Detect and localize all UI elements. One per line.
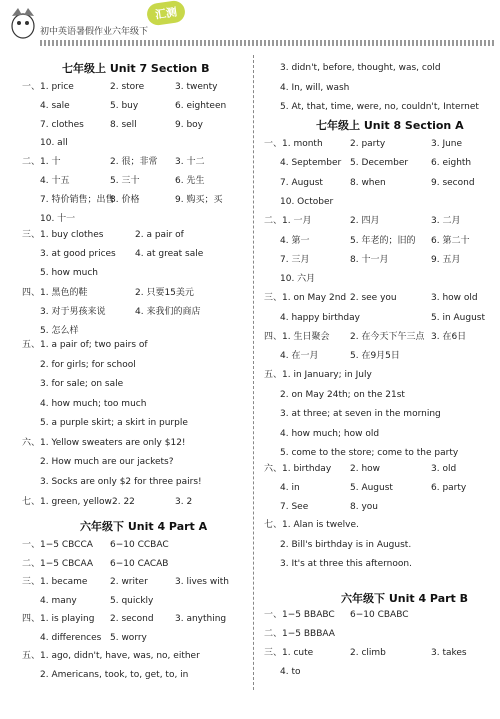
answer-line: 4. differences: [40, 632, 102, 643]
answer-line: 3. June: [431, 139, 463, 149]
answer-line: 4. 在一月: [280, 351, 319, 362]
answer-line: 3. 十二: [175, 157, 205, 168]
answer-line: 9. 购买；买: [175, 194, 223, 205]
answer-line: 3. lives with: [175, 577, 229, 587]
answer-line: 三、1. became: [22, 577, 88, 587]
answer-line: 五、1. in January; in July: [264, 370, 372, 380]
answer-line: 2. party: [350, 139, 386, 149]
answer-line: 五、1. ago, didn't, have, was, no, either: [22, 651, 200, 661]
answer-line: 2. climb: [350, 648, 386, 658]
answer-line: 8. 十一月: [350, 254, 389, 265]
answer-line: 2. a pair of: [135, 230, 184, 240]
answer-line: 6. 第二十: [431, 235, 470, 246]
mascot-icon: [8, 6, 38, 40]
answer-line: 三、1. on May 2nd: [264, 293, 347, 304]
answer-line: 一、1−5 CBCCA: [22, 540, 93, 550]
answer-line: 六、1. Yellow sweaters are only $12!: [22, 437, 186, 448]
answer-line: 5. 三十: [110, 176, 140, 186]
answer-line: 2. 只要15美元: [135, 287, 194, 298]
answer-line: 4. how much; how old: [280, 428, 380, 439]
answer-line: 5. At, that, time, were, no, couldn't, Internet: [280, 102, 479, 112]
answer-line: 4. how much; too much: [40, 398, 147, 409]
answer-line: 一、1−5 BBABC: [264, 610, 335, 620]
answer-line: 3. for sale; on sale: [40, 379, 124, 389]
answer-line: 3. It's at three this afternoon.: [280, 559, 412, 569]
answer-line: 四、1. 黑色的鞋: [22, 287, 88, 298]
section-title: 七年级上 Unit 8 Section A: [316, 119, 464, 132]
answer-line: 3. at three; at seven in the morning: [280, 409, 441, 419]
answer-line: 3. old: [431, 464, 457, 474]
answer-line: 7. August: [280, 177, 323, 188]
answer-line: 7. 三月: [280, 254, 310, 265]
answer-line: 2. 在今天下午三点: [350, 332, 425, 342]
answer-line: 4. at great sale: [135, 249, 204, 260]
answer-line: 二、1. 一月: [264, 216, 312, 227]
answer-line: 二、1−5 CBCAA: [22, 558, 94, 569]
answer-line: 10. October: [280, 196, 334, 207]
column-divider: [253, 55, 254, 690]
answer-line: 4. 十五: [40, 176, 70, 186]
answer-line: 6−10 CCBAC: [110, 540, 169, 550]
answer-line: 六、1. birthday: [264, 464, 332, 474]
answer-line: 5. 在9月5日: [350, 351, 400, 362]
answer-line: 七、1. Alan is twelve.: [264, 520, 359, 530]
answer-line: 三、1. cute: [264, 648, 314, 658]
answer-line: 3. 2: [175, 497, 193, 507]
answer-line: 5. come to the store; come to the party: [280, 448, 459, 458]
answer-line: 5. a purple skirt; a skirt in purple: [40, 418, 188, 428]
answer-line: 四、1. is playing: [22, 614, 95, 624]
answer-line: 5. 怎么样: [40, 326, 79, 336]
answer-line: 3. takes: [431, 648, 467, 658]
answer-line: 4. In, will, wash: [280, 82, 350, 93]
answer-line: 2. writer: [110, 577, 148, 587]
answer-line: 3. twenty: [175, 82, 218, 92]
answer-line: 10. 六月: [280, 274, 316, 285]
answer-line: 5. worry: [110, 632, 147, 643]
answer-line: 7. clothes: [40, 119, 84, 130]
answer-line: 9. 五月: [431, 254, 461, 265]
answer-line: 2. 很；非常: [110, 157, 158, 168]
answer-line: 2. see you: [350, 293, 397, 304]
answer-line: 2. How much are our jackets?: [40, 457, 174, 467]
answer-line: 10. all: [40, 138, 68, 149]
answer-line: 5. 年老的；旧的: [350, 235, 416, 246]
answer-line: 5. quickly: [110, 595, 154, 606]
answer-line: 5. how much: [40, 268, 99, 279]
answer-line: 8. 价格: [110, 194, 140, 205]
answer-line: 6. 先生: [175, 176, 205, 186]
answer-line: 5. buy: [110, 100, 139, 111]
answer-line: 6−10 CBABC: [350, 610, 409, 620]
answer-line: 5. August: [350, 483, 393, 493]
answer-line: 3. anything: [175, 614, 227, 624]
answer-line: 3. Socks are only $2 for three pairs!: [40, 476, 202, 487]
answer-line: 2. second: [110, 614, 154, 624]
answer-line: 3. didn't, before, thought, was, cold: [280, 63, 441, 73]
answer-line: 4. in: [280, 483, 300, 493]
section-title: 六年级下 Unit 4 Part A: [80, 520, 208, 533]
answer-line: 4. sale: [40, 100, 70, 111]
answer-line: 二、1−5 BBBAA: [264, 629, 335, 639]
answer-line: 7. 特价销售；出售: [40, 194, 115, 205]
answer-line: 6−10 CACAB: [110, 558, 169, 569]
answer-line: 4. many: [40, 595, 77, 606]
answer-line: 2. for girls; for school: [40, 359, 136, 370]
section-title: 六年级下 Unit 4 Part B: [341, 592, 469, 605]
answer-line: 4. 来我们的商店: [135, 306, 201, 317]
answer-line: 2. how: [350, 464, 381, 474]
answer-line: 3. 二月: [431, 216, 461, 227]
answer-line: 2. store: [110, 82, 145, 92]
answer-line: 2. 22: [112, 497, 135, 507]
answer-line: 4. 第一: [280, 235, 310, 246]
answer-line: 6. eighth: [431, 158, 472, 169]
answer-line: 4. September: [280, 158, 342, 169]
answer-line: 5. December: [350, 158, 409, 169]
header-title: 初中英语暑假作业六年级下: [40, 27, 149, 37]
answer-line: 8. when: [350, 177, 386, 188]
answer-line: 10. 十一: [40, 213, 76, 224]
answer-line: 3. how old: [431, 293, 478, 304]
section-title: 七年级上 Unit 7 Section B: [62, 62, 210, 75]
answer-line: 四、1. 生日聚会: [264, 332, 330, 342]
answer-line: 二、1. 十: [22, 157, 61, 168]
answer-line: 8. sell: [110, 119, 137, 130]
answer-line: 三、1. buy clothes: [22, 230, 104, 240]
answer-line: 7. See: [280, 502, 309, 512]
answer-line: 2. 四月: [350, 216, 380, 227]
header-badge: 汇测: [146, 0, 187, 27]
answer-line: 3. 对于男孩来说: [40, 306, 106, 317]
answer-line: 6. eighteen: [175, 100, 227, 111]
header-rule: [40, 40, 495, 46]
answer-line: 5. in August: [431, 312, 486, 323]
answer-line: 2. Americans, took, to, get, to, in: [40, 670, 189, 680]
answer-line: 3. at good prices: [40, 249, 116, 260]
answer-line: 2. Bill's birthday is in August.: [280, 539, 412, 550]
answer-line: 8. you: [350, 502, 378, 512]
answer-line: 2. on May 24th; on the 21st: [280, 389, 405, 400]
answer-line: 五、1. a pair of; two pairs of: [22, 340, 148, 350]
answer-line: 9. boy: [175, 119, 203, 130]
page-header: [0, 0, 500, 50]
answer-line: 4. happy birthday: [280, 312, 360, 323]
answer-line: 一、1. price: [22, 82, 74, 92]
answer-line: 6. party: [431, 483, 467, 493]
answer-line: 3. 在6日: [431, 332, 467, 342]
answer-line: 七、1. green, yellow: [22, 497, 112, 507]
answer-line: 一、1. month: [264, 139, 323, 149]
answer-line: 4. to: [280, 667, 301, 677]
answer-line: 9. second: [431, 177, 475, 188]
